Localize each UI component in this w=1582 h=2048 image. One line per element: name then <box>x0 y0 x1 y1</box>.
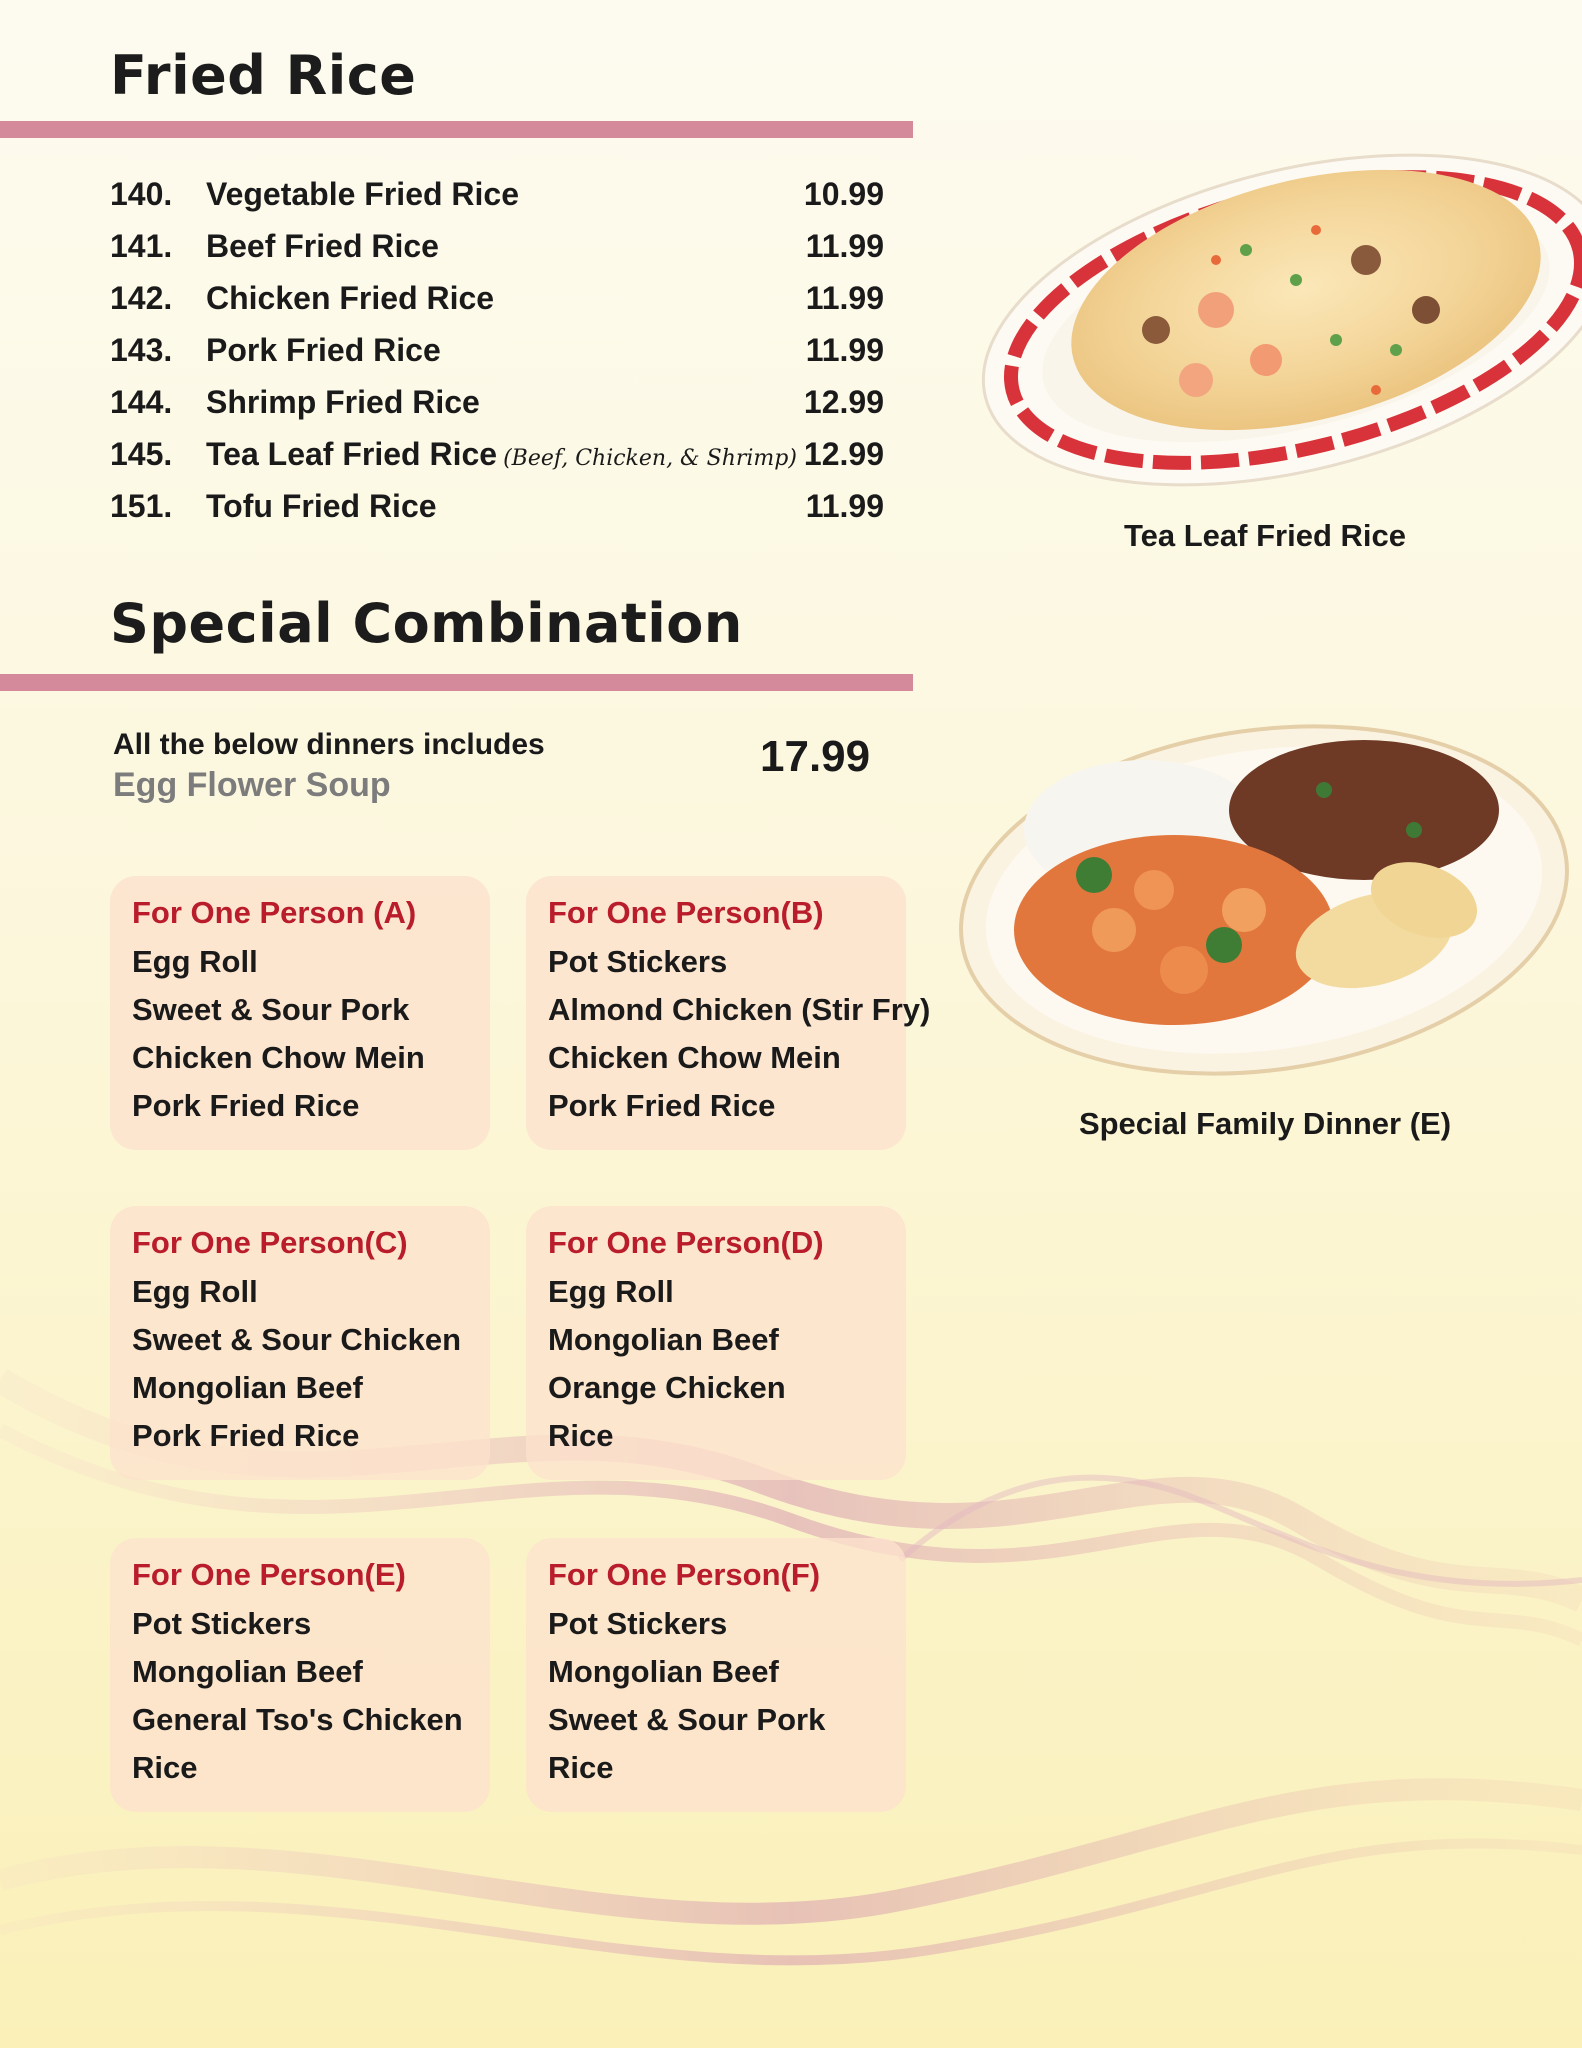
family-dinner-photo-caption: Special Family Dinner (E) <box>1078 1106 1452 1141</box>
menu-item <box>110 326 890 378</box>
tea-leaf-fried-rice-photo <box>966 100 1582 510</box>
item-name: Chicken Fried Rice <box>206 280 495 316</box>
special-combination-rule <box>0 674 913 691</box>
special-combination-title: Special Combination <box>110 592 743 655</box>
item-number: 141. <box>110 228 173 264</box>
combo-item: Mongolian Beef <box>132 1654 363 1689</box>
menu-item <box>110 430 890 482</box>
fried-rice-rule <box>0 121 913 138</box>
combo-card-title: For One Person(D) <box>548 1225 824 1260</box>
item-name: Shrimp Fried Rice <box>206 384 480 420</box>
combo-card-title: For One Person(F) <box>548 1557 821 1592</box>
combo-item: Rice <box>548 1418 614 1453</box>
combo-card-f <box>526 1538 906 1812</box>
combo-item: Sweet & Sour Chicken <box>132 1322 462 1357</box>
combo-card-d <box>526 1206 906 1480</box>
item-number: 151. <box>110 488 173 524</box>
menu-item <box>110 482 890 534</box>
item-name: Beef Fried Rice <box>206 228 439 264</box>
combo-card-title: For One Person(C) <box>132 1225 408 1260</box>
combo-item: Pot Stickers <box>548 1606 728 1641</box>
item-name: Pork Fried Rice <box>206 332 441 368</box>
item-name: Vegetable Fried Rice <box>206 176 520 212</box>
item-number: 142. <box>110 280 173 316</box>
combo-card-title: For One Person(E) <box>132 1557 406 1592</box>
item-number: 143. <box>110 332 173 368</box>
special-family-dinner-photo <box>944 700 1574 1100</box>
item-number: 140. <box>110 176 173 212</box>
combo-item: Pork Fried Rice <box>548 1088 776 1123</box>
item-number: 145. <box>110 436 173 472</box>
combo-item: Egg Roll <box>548 1274 674 1309</box>
combo-item: Pot Stickers <box>548 944 728 979</box>
combo-price: 17.99 <box>760 732 871 781</box>
combo-item: Mongolian Beef <box>132 1370 363 1405</box>
combo-item: Sweet & Sour Pork <box>132 992 410 1027</box>
combo-item: Rice <box>548 1750 614 1785</box>
menu-item <box>110 274 890 326</box>
fried-rice-list <box>110 170 890 534</box>
includes-line: All the below dinners includes <box>113 728 545 761</box>
item-name-with-note <box>206 430 797 483</box>
includes-soup: Egg Flower Soup <box>113 766 391 804</box>
item-price: 11.99 <box>805 488 884 524</box>
combo-item: Pork Fried Rice <box>132 1418 360 1453</box>
combo-item: Orange Chicken <box>548 1370 786 1405</box>
combo-card-b <box>526 876 931 1150</box>
item-price: 11.99 <box>805 228 884 264</box>
item-name: Tofu Fried Rice <box>206 488 437 524</box>
combo-card-a <box>110 876 490 1150</box>
item-price: 12.99 <box>803 436 884 472</box>
combo-item: Egg Roll <box>132 944 258 979</box>
combo-card-e <box>110 1538 490 1812</box>
item-price: 11.99 <box>805 280 884 316</box>
includes-note <box>113 728 545 805</box>
combo-item: Pot Stickers <box>132 1606 312 1641</box>
combo-item: Chicken Chow Mein <box>548 1040 841 1075</box>
combo-item: Pork Fried Rice <box>132 1088 360 1123</box>
combo-item: Rice <box>132 1750 198 1785</box>
combo-card-title: For One Person (A) <box>132 895 417 930</box>
item-number: 144. <box>110 384 173 420</box>
combo-card-title: For One Person(B) <box>548 895 824 930</box>
item-price: 10.99 <box>803 176 884 212</box>
combo-item: Chicken Chow Mein <box>132 1040 425 1075</box>
item-note: (Beef, Chicken, & Shrimp) <box>503 446 797 471</box>
combo-item: Sweet & Sour Pork <box>548 1702 826 1737</box>
combo-item: General Tso's Chicken <box>132 1702 463 1737</box>
combo-item: Mongolian Beef <box>548 1654 779 1689</box>
fried-rice-photo-caption: Tea Leaf Fried Rice <box>1124 518 1406 553</box>
menu-item <box>110 378 890 430</box>
item-price: 12.99 <box>803 384 884 420</box>
item-price: 11.99 <box>805 332 884 368</box>
combo-card-c <box>110 1206 490 1480</box>
item-name: Tea Leaf Fried Rice <box>206 436 498 472</box>
combo-item: Mongolian Beef <box>548 1322 779 1357</box>
menu-item <box>110 170 890 222</box>
combo-item: Almond Chicken (Stir Fry) <box>548 992 931 1027</box>
fried-rice-title: Fried Rice <box>110 44 417 107</box>
menu-item <box>110 222 890 274</box>
combo-item: Egg Roll <box>132 1274 258 1309</box>
